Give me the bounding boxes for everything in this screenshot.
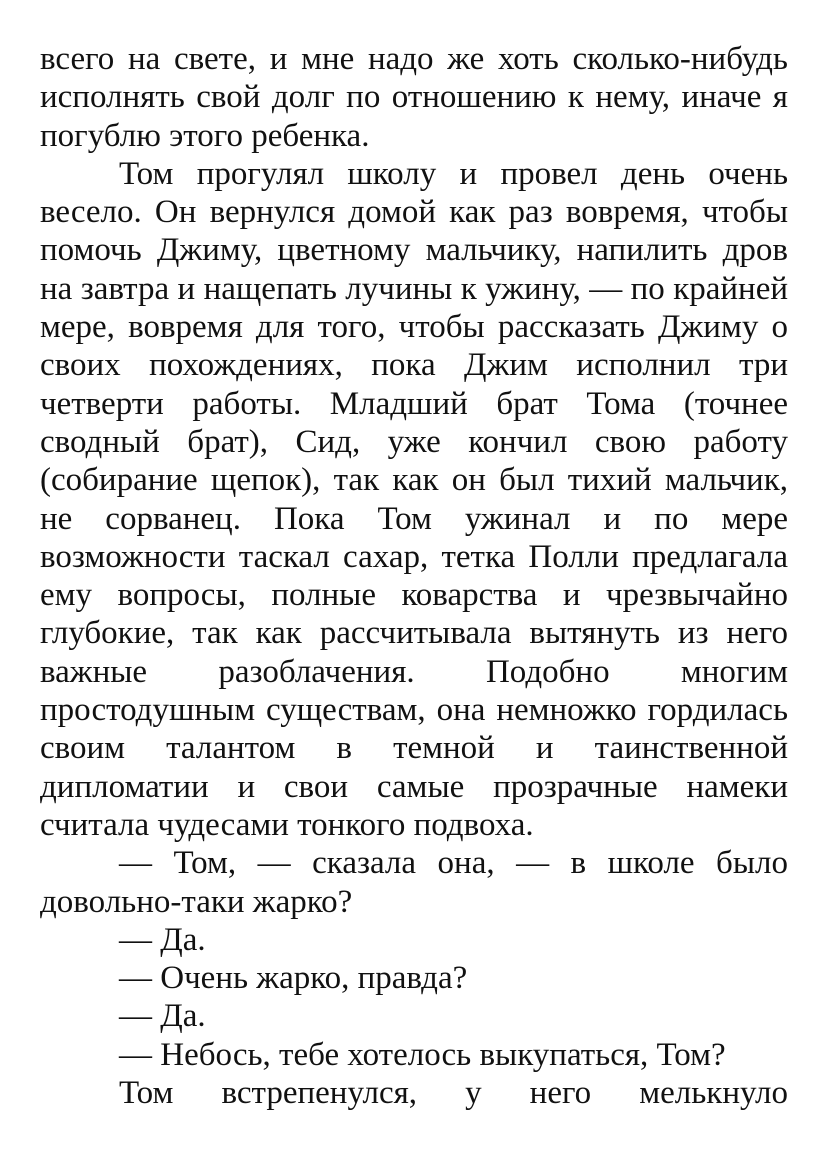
dialogue-line: — Том, — сказала она, — в школе было довольно-таки жарко? (40, 845, 788, 920)
dialogue-line: — Да. (119, 998, 206, 1035)
dialogue-line: — Небось, тебе хотелось выкупаться, Том? (119, 1036, 726, 1073)
dialogue-line: — Очень жарко, правда? (119, 960, 468, 997)
dialogue-line: — Да. (119, 921, 206, 958)
paragraph-tom-skipped-school: Том прогулял школу и провел день очень весело. Он вернулся домой как раз вовремя, чтобы помочь Джиму, цветному мальчику, напилить дров на завтра и нащепать лучины к ужину, — по крайней мере, вовремя для того, чтобы рассказать Джиму о своих похождениях, пока Джим исполнил три четверти работы. Младший брат Тома (точнее сводный брат), Сид, уже кончил свою работу (собирание щепок), так как он был тихий мальчик, не сорванец. Пока Том ужинал и по мере возможности таскал сахар, тетка Полли предлагала ему вопросы, полные коварства и чрезвычайно глубокие, так как рассчитывала вытянуть из него важные разоблачения. Подобно многим простодушным существам, она немножко гордилась своим талантом в темной и таинственной дипломатии и свои самые прозрачные намеки считала чудесами тонкого подвоха. (40, 155, 788, 843)
paragraph-truncated: Том встрепенулся, у него мелькнуло (119, 1075, 788, 1112)
paragraph-continuation: всего на свете, и мне надо же хоть сколько-нибудь исполнять свой долг по отношению к нему, иначе я погублю этого ребенка. (40, 41, 788, 154)
book-page (40, 40, 788, 1160)
